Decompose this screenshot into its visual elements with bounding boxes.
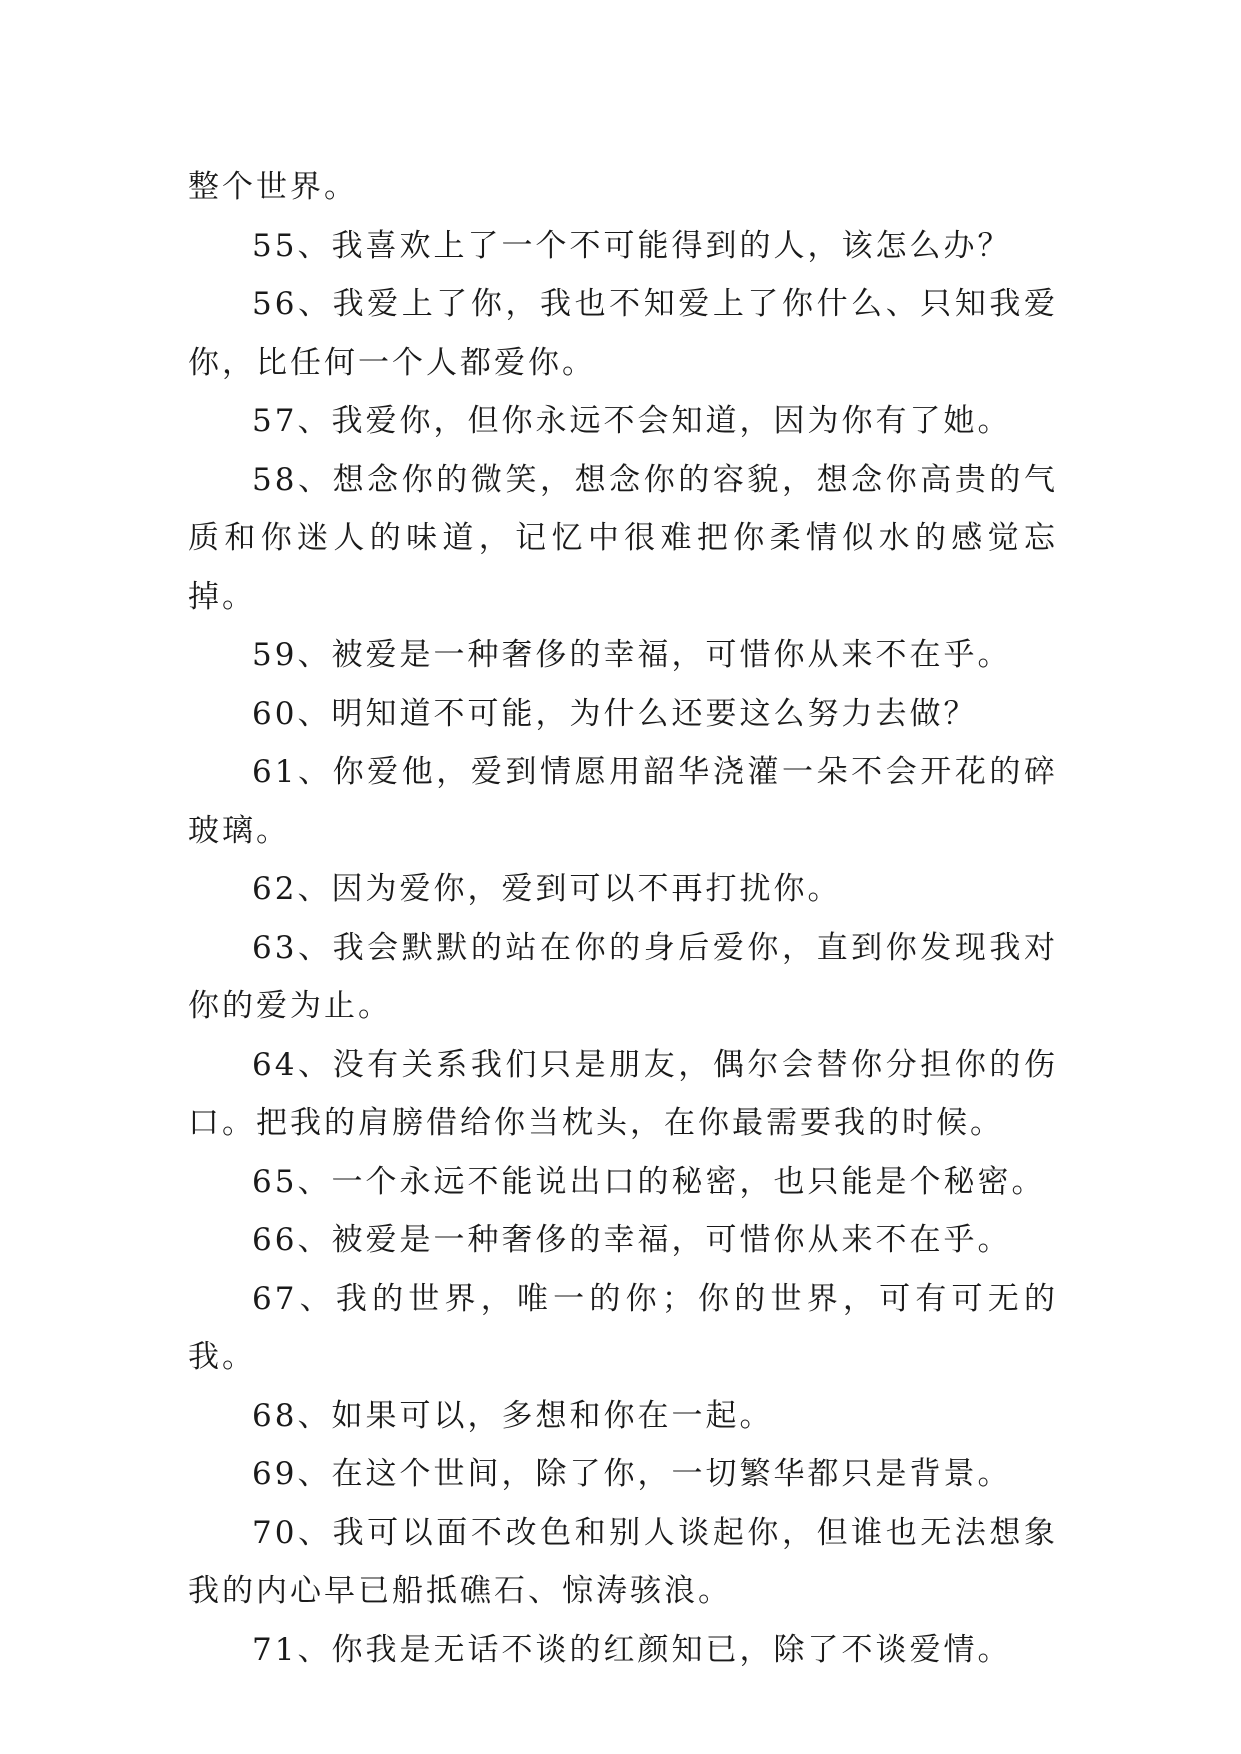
paragraph-71: 71、你我是无话不谈的红颜知已，除了不谈爱情。 [252, 1631, 1012, 1668]
paragraph-62: 62、因为爱你，爱到可以不再打扰你。 [252, 871, 842, 907]
paragraph-continuation: 整个世界。 [188, 169, 358, 205]
paragraph-59: 59、被爱是一种奢侈的幸福，可惜你从来不在乎。 [252, 637, 1012, 673]
paragraph-58: 58、想念你的微笑，想念你的容貌，想念你高贵的气质和你迷人的味道，记忆中很难把你柔情似水的感觉忘掉。 [188, 461, 1058, 615]
paragraph-57: 57、我爱你，但你永远不会知道，因为你有了她。 [252, 403, 1012, 439]
paragraph-61: 61、你爱他，爱到情愿用韶华浇灌一朵不会开花的碎玻璃。 [188, 754, 1058, 849]
paragraph-56: 56、我爱上了你，我也不知爱上了你什么、只知我爱你，比任何一个人都爱你。 [188, 286, 1058, 381]
paragraph-66: 66、被爱是一种奢侈的幸福，可惜你从来不在乎。 [252, 1222, 1012, 1258]
paragraph-64: 64、没有关系我们只是朋友，偶尔会替你分担你的伤口。把我的肩膀借给你当枕头，在你最需要我的时候。 [188, 1046, 1058, 1141]
paragraph-68: 68、如果可以，多想和你在一起。 [252, 1397, 774, 1434]
paragraph-69: 69、在这个世间，除了你，一切繁华都只是背景。 [252, 1456, 1012, 1492]
paragraph-60: 60、明知道不可能，为什么还要这么努力去做？ [252, 695, 978, 732]
paragraph-65: 65、一个永远不能说出口的秘密，也只能是个秘密。 [252, 1163, 1046, 1200]
paragraph-63: 63、我会默默的站在你的身后爱你，直到你发现我对你的爱为止。 [188, 929, 1058, 1024]
document-body [188, 158, 1058, 1679]
paragraph-70: 70、我可以面不改色和别人谈起你，但谁也无法想象我的内心早已船抵礁石、惊涛骇浪。 [188, 1514, 1058, 1609]
paragraph-55: 55、我喜欢上了一个不可能得到的人，该怎么办？ [252, 227, 1012, 264]
paragraph-67: 67、我的世界，唯一的你；你的世界，可有可无的我。 [188, 1280, 1058, 1375]
